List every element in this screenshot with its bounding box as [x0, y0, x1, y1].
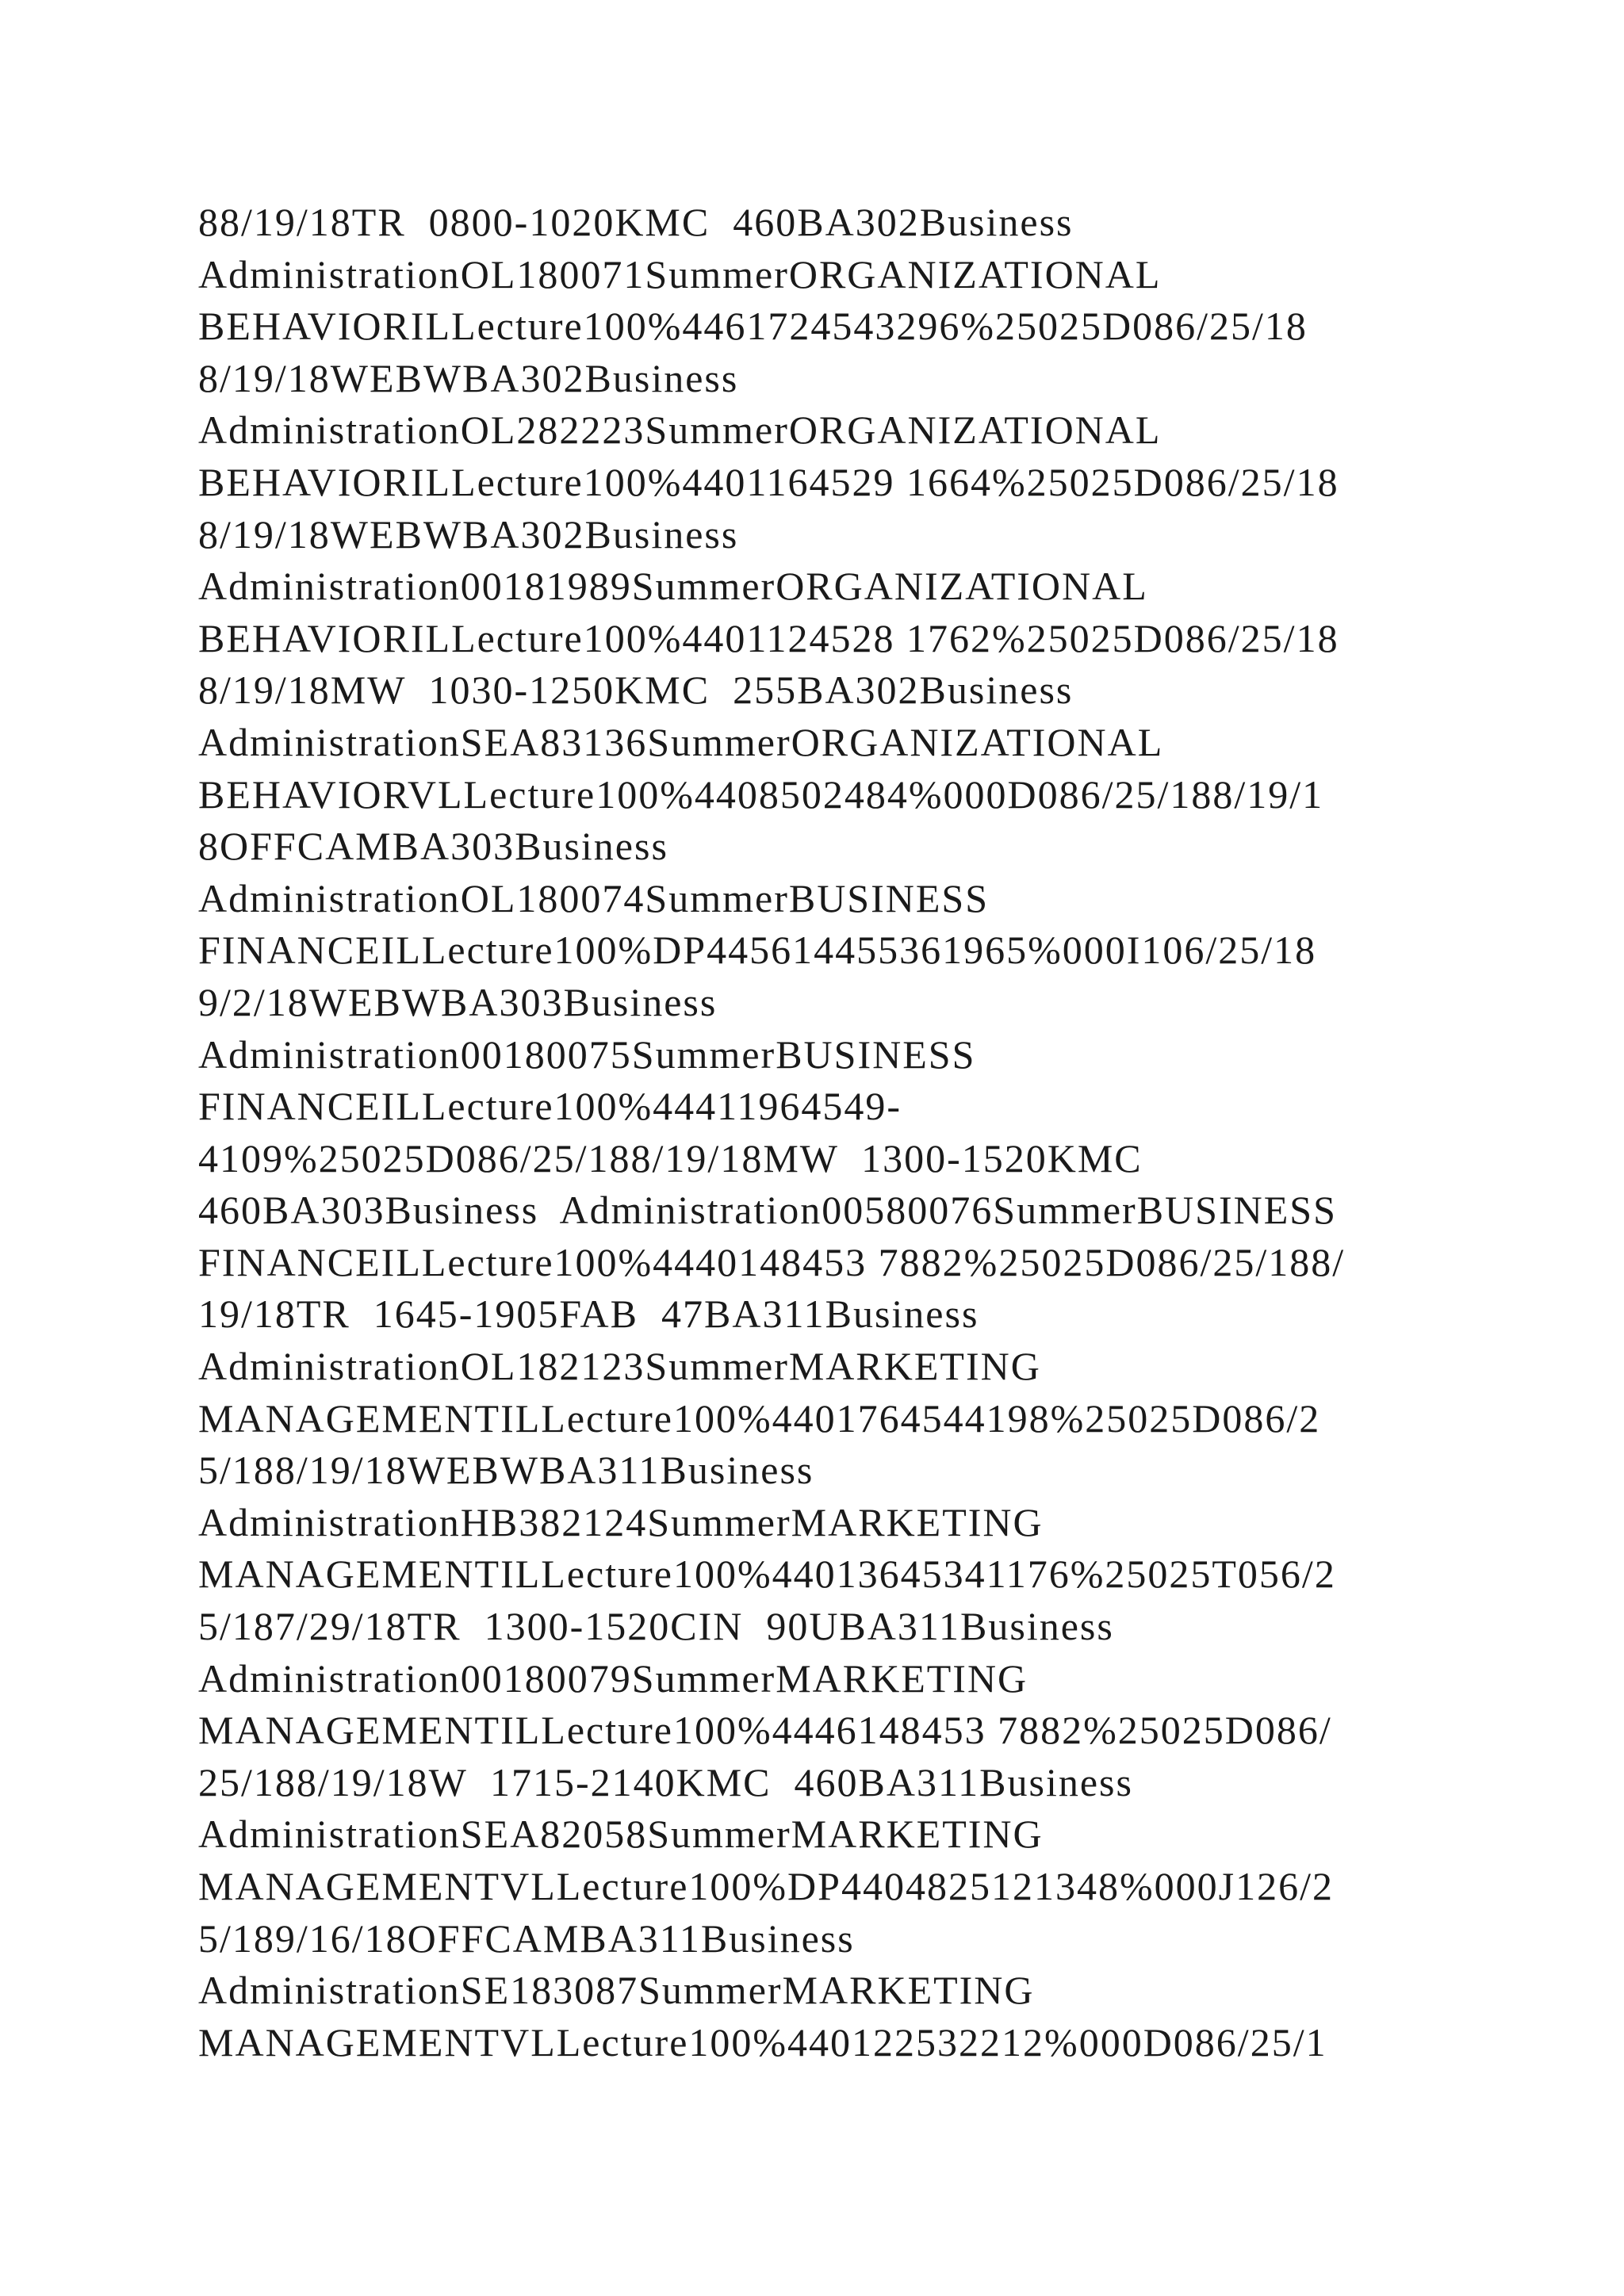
text-line: BEHAVIORVLLecture100%4408502484%000D086/25/188/19/1: [198, 771, 1324, 817]
text-line: MANAGEMENTILLecture100%4446148453 7882%25025D086/: [198, 1708, 1332, 1753]
text-line: BEHAVIORILLecture100%4401164529 1664%25025D086/25/18: [198, 459, 1339, 504]
text-line: 4109%25025D086/25/188/19/18MW 1300-1520KMC: [198, 1135, 1143, 1181]
text-line: 5/189/16/18OFFCAMBA311Business: [198, 1915, 855, 1961]
text-line: 25/188/19/18W 1715-2140KMC 460BA311Business: [198, 1759, 1133, 1804]
text-line: 9/2/18WEBWBA303Business: [198, 979, 718, 1024]
text-line: AdministrationOL180074SummerBUSINESS: [198, 875, 990, 920]
text-line: 8OFFCAMBA303Business: [198, 824, 668, 869]
text-line: AdministrationOL180071SummerORGANIZATIONAL: [198, 251, 1162, 297]
text-line: FINANCEILLecture100%4440148453 7882%25025D086/25/188/: [198, 1239, 1346, 1284]
text-line: AdministrationHB382124SummerMARKETING: [198, 1499, 1044, 1544]
text-line: 5/187/29/18TR 1300-1520CIN 90UBA311Business: [198, 1604, 1114, 1649]
text-line: BEHAVIORILLecture100%4461724543296%25025D086/25/18: [198, 304, 1308, 349]
text-line: 460BA303Business Administration00580076SummerBUSINESS: [198, 1188, 1337, 1233]
text-line: FINANCEILLecture100%DP445614455361965%000I106/25/18: [198, 928, 1317, 973]
text-line: 8/19/18WEBWBA302Business: [198, 511, 739, 557]
text-line: AdministrationSEA82058SummerMARKETING: [198, 1812, 1044, 1857]
text-line: AdministrationSEA83136SummerORGANIZATIONAL: [198, 719, 1164, 764]
text-line: MANAGEMENTILLecture100%44013645341176%25025T056/2: [198, 1552, 1336, 1597]
text-line: 88/19/18TR 0800-1020KMC 460BA302Business: [198, 200, 1074, 244]
text-line: MANAGEMENTVLLecture100%DP4404825121348%000J126/2: [198, 1864, 1334, 1908]
text-line: 19/18TR 1645-1905FAB 47BA311Business: [198, 1292, 979, 1337]
text-line: Administration00181989SummerORGANIZATIONAL: [198, 564, 1148, 609]
document-body: [198, 197, 1435, 2068]
text-line: AdministrationSE183087SummerMARKETING: [198, 1968, 1035, 2013]
text-line: MANAGEMENTVLLecture100%440122532212%000D086/25/1: [198, 2019, 1327, 2064]
text-line: MANAGEMENTILLecture100%4401764544198%25025D086/2: [198, 1395, 1321, 1441]
text-line: Administration00180075SummerBUSINESS: [198, 1031, 976, 1077]
text-line: AdministrationOL182123SummerMARKETING: [198, 1344, 1041, 1389]
text-line: BEHAVIORILLecture100%4401124528 1762%25025D086/25/18: [198, 615, 1339, 660]
text-line: AdministrationOL282223SummerORGANIZATIONAL: [198, 408, 1162, 453]
text-line: 8/19/18WEBWBA302Business: [198, 355, 739, 400]
text-line: 8/19/18MW 1030-1250KMC 255BA302Business: [198, 668, 1074, 713]
text-line: FINANCEILLecture100%44411964549-: [198, 1084, 902, 1129]
text-line: 5/188/19/18WEBWBA311Business: [198, 1448, 814, 1493]
text-line: Administration00180079SummerMARKETING: [198, 1655, 1028, 1701]
